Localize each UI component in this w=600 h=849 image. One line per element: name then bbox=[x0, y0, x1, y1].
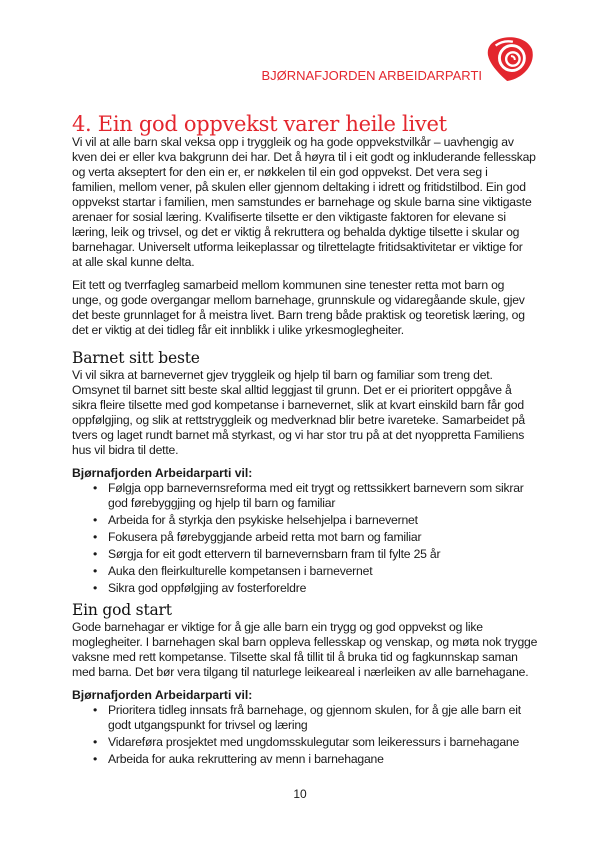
intro-paragraph bbox=[72, 135, 548, 270]
bullet-list bbox=[72, 481, 548, 596]
list-item-line: • Følgja opp barnevernsreforma med eit trygt og rettssikkert barnevern som sikrar bbox=[108, 480, 524, 495]
list-item bbox=[72, 564, 548, 579]
text-line: Eit tett og tverrfagleg samarbeid mellom kommunen sine tenester retta mot barn og bbox=[72, 278, 505, 292]
list-item bbox=[72, 481, 548, 511]
list-item-line: • Sikra god oppfølgjing av fosterforeldre bbox=[108, 580, 307, 595]
list-lead: Bjørnafjorden Arbeidarparti vil: bbox=[72, 465, 253, 480]
list-item-line: • Auka den fleirkulturelle kompetansen i barnevernet bbox=[108, 563, 373, 578]
section-heading: Barnet sitt beste bbox=[72, 348, 200, 367]
section-barnet-sitt-beste bbox=[72, 349, 548, 596]
text-line: moglegheiter. I barnehagen skal barn oppleva fellesskap og venskap, og møta nok trygge bbox=[72, 634, 538, 649]
list-item-line: • Arbeida for auka rekruttering av menn i barnehagane bbox=[108, 751, 384, 766]
list-item-line: • Vidareføra prosjektet med ungdomsskulegutar som leikeressurs i barnehagane bbox=[108, 734, 520, 749]
text-line: det beste grunnlaget for å meistra livet. Barn treng både praktisk og teoretisk læring, og bbox=[72, 308, 525, 322]
list-lead: Bjørnafjorden Arbeidarparti vil: bbox=[72, 687, 253, 702]
list-item bbox=[72, 752, 548, 767]
page-number: 10 bbox=[293, 787, 307, 801]
list-item bbox=[72, 513, 548, 528]
list-item-line: • Fokusera på førebyggjande arbeid retta mot barn og familiar bbox=[108, 529, 422, 544]
text-line: familien, mellom vener, på skulen eller gjennom deltaking i idrett og fritidstilbod. Ein god bbox=[72, 180, 526, 194]
bullet-list bbox=[72, 703, 548, 767]
text-line: unge, og gode overgangar mellom barnehage, grunnskule og vidaregåande skule, gjev bbox=[72, 293, 525, 307]
list-item bbox=[72, 735, 548, 750]
list-item-line: godt utgangspunkt for trivsel og læring bbox=[108, 717, 308, 732]
page-content bbox=[72, 113, 548, 769]
text-line: det er viktig at dei tidleg får eit innblikk i ulike yrkesmoglegheiter. bbox=[72, 323, 404, 337]
text-line: tvers og laget rundt barnet må styrkast, og vi har stor tru på at det nyoppretta Familiens bbox=[72, 427, 525, 442]
text-line: hus vil bidra til dette. bbox=[72, 442, 179, 457]
text-line: Vi vil sikra at barnevernet gjev tryggleik og hjelp til barn og familiar som treng det. bbox=[72, 367, 493, 382]
list-item-line: • Prioritera tidleg innsats frå barnehage, og gjennom skulen, for å gje alle barn eit bbox=[108, 702, 521, 717]
text-line: Vi vil at alle barn skal veksa opp i tryggleik og ha gode oppvekstvilkår – uavhengig av bbox=[72, 135, 514, 149]
list-item bbox=[72, 581, 548, 596]
text-line: læring, leik og trivsel, og det er viktig å rekruttera og behalda dyktige tilsette i skular og bbox=[72, 225, 520, 239]
page-title: 4. Ein god oppvekst varer heile livet bbox=[72, 112, 447, 136]
intro-paragraph bbox=[72, 278, 548, 338]
rose-logo-icon bbox=[486, 36, 534, 82]
text-line: Omsynet til barnet sitt beste skal alltid leggjast til grunn. Det er ei prioritert oppgåve å bbox=[72, 382, 512, 397]
text-line: Gode barnehagar er viktige for å gje alle barn ein trygg og god oppvekst og like bbox=[72, 619, 483, 634]
list-item-line: • Sørgja for eit godt ettervern til barnevernsbarn fram til fylte 25 år bbox=[108, 546, 441, 561]
section-paragraph bbox=[72, 620, 548, 680]
list-item bbox=[72, 547, 548, 562]
text-line: barnehagar. Universelt utforma leikeplassar og tilrettelagte fritidsaktivitetar er viktige for bbox=[72, 240, 523, 254]
list-item bbox=[72, 703, 548, 733]
text-line: at alle skal kunne delta. bbox=[72, 255, 195, 269]
text-line: kven dei er eller kva bakgrunn dei har. Det å høyra til i eit godt og inkluderande fellesskap bbox=[72, 150, 536, 164]
text-line: vaksne med rett kompetanse. Tilsette skal få tillit til å bruka tid og fagkunnskap saman bbox=[72, 649, 518, 664]
text-line: oppfølgjing, og slik at rettstryggleik og medverknad blir betre ivareteke. Samarbeidet på bbox=[72, 412, 526, 427]
section-heading: Ein god start bbox=[72, 600, 172, 619]
list-item-line: god førebyggjing og hjelp til barn og familiar bbox=[108, 495, 336, 510]
text-line: og verta akseptert for den ein er, er nøkkelen til ein god oppvekst. Det vera seg i bbox=[72, 165, 488, 179]
list-item-line: • Arbeida for å styrkja den psykiske helsehjelpa i barnevernet bbox=[108, 512, 418, 527]
section-ein-god-start bbox=[72, 601, 548, 767]
text-line: sikra fleire tilsette med god kompetanse i barnevernet, slik at kvart einskild barn får god bbox=[72, 397, 524, 412]
text-line: arenaer for sosial læring. Kvalifiserte tilsette er den viktigaste faktoren for elevane si bbox=[72, 210, 506, 224]
organization-name: BJØRNAFJORDEN ARBEIDARPARTI bbox=[261, 68, 482, 83]
text-line: oppvekst startar i familien, men samstundes er barnehage og skule barna sine viktigaste bbox=[72, 195, 532, 209]
list-item bbox=[72, 530, 548, 545]
section-paragraph bbox=[72, 368, 548, 458]
text-line: med barna. Det bør vera tilgang til naturlege leikeareal i nærleiken av alle barnehagane. bbox=[72, 664, 529, 679]
